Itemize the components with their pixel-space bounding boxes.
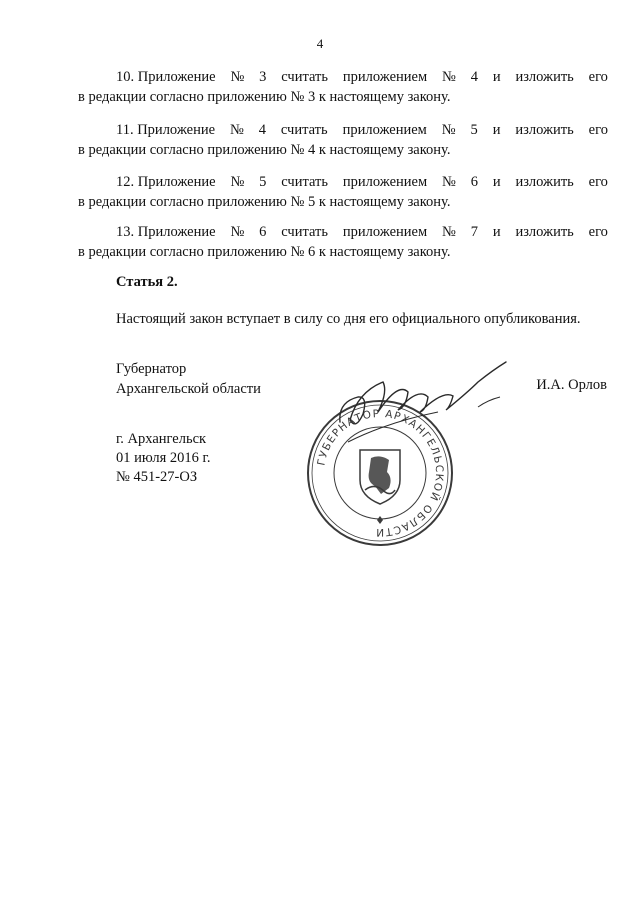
article-heading: Статья 2. [116, 274, 178, 290]
item-word: изложить [515, 69, 574, 85]
item-word: 5 [259, 174, 267, 190]
date: 01 июля 2016 г. [116, 450, 211, 466]
item-word: приложением [342, 69, 428, 85]
item-word: считать [280, 122, 328, 138]
item-word: № [442, 224, 456, 240]
item-word: считать [281, 174, 328, 190]
item-second-line: в редакции согласно приложению № 3 к настоящему закону. [78, 89, 451, 105]
item-word: 4 [470, 69, 478, 85]
handwritten-signature [328, 352, 528, 462]
item-word: его [588, 174, 608, 190]
item-word: его [588, 122, 608, 138]
item-word: 12. Приложение [116, 174, 216, 190]
item-word: и [492, 69, 501, 85]
item-first-line [116, 67, 608, 87]
signer-title-line2: Архангельской области [116, 381, 261, 397]
item-first-line [116, 172, 608, 192]
item-second-line: в редакции согласно приложению № 4 к настоящему закону. [78, 142, 451, 158]
item-word: приложением [342, 224, 428, 240]
signer-title-line1: Губернатор [116, 361, 187, 377]
item-word: 4 [258, 122, 266, 138]
page-number: 4 [316, 36, 324, 51]
item-word: считать [281, 69, 328, 85]
item-word: приложением [342, 174, 428, 190]
list-item [78, 67, 608, 107]
item-word: изложить [515, 174, 574, 190]
article-text: Настоящий закон вступает в силу со дня его официального опубликования. [116, 311, 581, 327]
item-word: № [441, 122, 456, 138]
item-word: его [588, 224, 608, 240]
item-word: 11. Приложение [116, 122, 216, 138]
item-word: 10. Приложение [116, 69, 216, 85]
item-word: 13. Приложение [116, 224, 216, 240]
item-word: и [492, 122, 501, 138]
item-word: и [492, 174, 501, 190]
item-word: 6 [259, 224, 267, 240]
item-word: 7 [470, 224, 478, 240]
item-word: № [442, 174, 456, 190]
item-word: изложить [515, 122, 574, 138]
item-first-line [116, 222, 608, 242]
item-word: № [229, 122, 244, 138]
item-word: его [588, 69, 608, 85]
item-second-line: в редакции согласно приложению № 5 к настоящему закону. [78, 194, 451, 210]
item-word: приложением [342, 122, 427, 138]
seal-text: ГУБЕРНАТОР АРХАНГЕЛЬСКОЙ ОБЛАСТИ [315, 407, 446, 539]
law-number: № 451-27-ОЗ [116, 469, 198, 485]
item-word: № [230, 224, 245, 240]
item-word: 6 [470, 174, 478, 190]
city: г. Архангельск [116, 431, 207, 447]
item-word: 3 [259, 69, 267, 85]
list-item [78, 222, 608, 262]
place-and-date [116, 430, 210, 487]
item-first-line [116, 120, 608, 140]
item-word: № [230, 174, 245, 190]
list-item [78, 172, 608, 212]
signer-title [116, 359, 261, 399]
item-word: № [442, 69, 456, 85]
signer-name: И.А. Орлов [536, 377, 607, 393]
item-word: № [230, 69, 245, 85]
item-word: изложить [515, 224, 574, 240]
item-word: 5 [470, 122, 478, 138]
item-word: и [492, 224, 501, 240]
item-word: считать [281, 224, 328, 240]
star-icon [377, 516, 383, 524]
item-second-line: в редакции согласно приложению № 6 к настоящему закону. [78, 244, 451, 260]
list-item [78, 120, 608, 160]
